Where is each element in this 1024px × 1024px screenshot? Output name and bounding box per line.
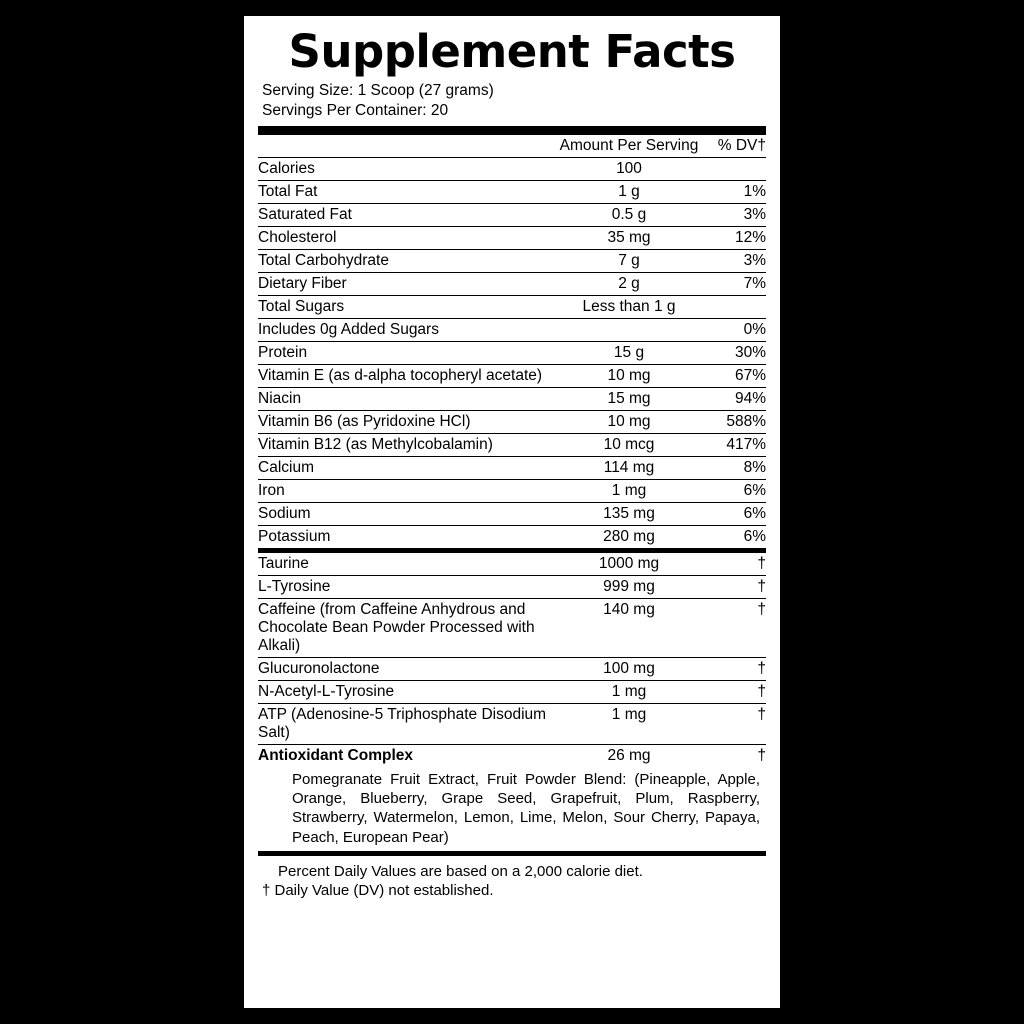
table-row: [258, 457, 766, 480]
nutrient-daily-value: 6%: [704, 503, 766, 526]
nutrient-daily-value: [704, 296, 766, 319]
table-row: [258, 480, 766, 503]
nutrient-name: Niacin: [258, 388, 554, 411]
nutrient-daily-value: 12%: [704, 227, 766, 250]
nutrient-amount: 280 mg: [603, 528, 655, 545]
table-row: [258, 365, 766, 388]
nutrient-name: Saturated Fat: [258, 204, 554, 227]
nutrient-amount: 999 mg: [554, 576, 704, 599]
nutrient-amount: 0.5 g: [554, 204, 704, 227]
nutrient-name: Dietary Fiber: [258, 273, 554, 296]
other-ingredients-line: [248, 926, 776, 984]
nutrient-daily-value: 3%: [704, 250, 766, 273]
footnote-daily-values: Percent Daily Values are based on a 2,000 calorie diet.: [278, 862, 643, 880]
nutrient-rows-primary: [258, 158, 766, 549]
table-row: [258, 342, 766, 365]
nutrient-daily-value: †: [704, 553, 766, 576]
nutrient-amount: 1 mg: [554, 480, 704, 503]
contains-label: CONTAINS:: [248, 986, 328, 1003]
other-ingredients-text: Whey Protein Concentrate, Whey Protein Isolate, Carob Pods Powder, Guar Gum Powder, Artificial Flavor, Sodium Chloride, Xanthan Gum Powder, Sucralose, Pink Himalayan Sea Salt, Acesulfame Potassium.: [248, 927, 744, 982]
nutrient-amount: 100: [554, 158, 704, 181]
table-row: [258, 526, 766, 549]
nutrient-daily-value: 7%: [704, 273, 766, 296]
serving-size: Serving Size: 1 Scoop (27 grams): [262, 82, 494, 100]
nutrient-table: [258, 135, 766, 548]
other-ingredients-label: Other Ingredients:: [248, 927, 375, 943]
table-row: [258, 204, 766, 227]
header-percent-dv: % DV†: [704, 135, 766, 158]
table-header-row: [258, 135, 766, 158]
table-row: [258, 227, 766, 250]
nutrient-amount: 100 mg: [554, 658, 704, 681]
nutrient-amount: 135 mg: [554, 503, 704, 526]
nutrient-amount: 35 mg: [554, 227, 704, 250]
table-row: [258, 181, 766, 204]
table-row: [258, 599, 766, 658]
nutrient-daily-value: †: [704, 681, 766, 704]
nutrient-rows-secondary: [258, 553, 766, 767]
footnotes: [258, 856, 766, 901]
nutrient-name: ATP (Adenosine-5 Triphosphate Disodium Salt): [258, 704, 554, 745]
nutrient-amount: 10 mcg: [554, 434, 704, 457]
table-row: [258, 273, 766, 296]
nutrient-amount: Less than 1 g: [554, 296, 704, 319]
nutrient-daily-value: †: [704, 658, 766, 681]
nutrient-name: Iron: [258, 480, 554, 503]
table-row: [258, 681, 766, 704]
nutrient-amount: 15 g: [554, 342, 704, 365]
table-row: [258, 704, 766, 745]
nutrient-amount: 140 mg: [554, 599, 704, 658]
nutrient-daily-value: 3%: [704, 204, 766, 227]
nutrient-amount: 15 mg: [554, 388, 704, 411]
nutrient-daily-value: 67%: [704, 365, 766, 388]
table-row: [258, 434, 766, 457]
nutrient-name: Taurine: [258, 553, 554, 576]
nutrient-amount: [554, 319, 704, 342]
servings-per-container: Servings Per Container: 20: [262, 101, 449, 119]
nutrient-name: Calories: [258, 158, 554, 181]
table-row: [258, 158, 766, 181]
table-row: [258, 553, 766, 576]
nutrient-daily-value: 1%: [704, 181, 766, 204]
table-row: [258, 745, 766, 768]
nutrient-name: Sodium: [258, 503, 554, 526]
nutrient-daily-value: †: [757, 747, 766, 764]
contains-line: [248, 986, 776, 1005]
nutrient-amount: 2 g: [554, 273, 704, 296]
antioxidant-blend-description: Pomegranate Fruit Extract, Fruit Powder Blend: (Pineapple, Apple, Orange, Blueberry, Grape Seed, Grapefruit, Plum, Raspberry, Strawberry, Watermelon, Lemon, Lime, Melon, Sour Cherry, Papaya, Peach, European Pear): [292, 771, 760, 846]
table-row: [258, 503, 766, 526]
nutrient-amount: 114 mg: [554, 457, 704, 480]
nutrient-name: Antioxidant Complex: [258, 747, 414, 764]
nutrient-name: Total Carbohydrate: [258, 250, 554, 273]
table-row: [258, 658, 766, 681]
nutrient-name: Vitamin B6 (as Pyridoxine HCl): [258, 411, 554, 434]
serving-info: [258, 81, 766, 120]
nutrient-name: L-Tyrosine: [258, 576, 554, 599]
footnote-dv-not-established: † Daily Value (DV) not established.: [262, 882, 494, 900]
divider-thick-top: [258, 126, 766, 135]
nutrient-name: Vitamin B12 (as Methylcobalamin): [258, 434, 554, 457]
nutrient-daily-value: 6%: [743, 528, 766, 545]
nutrient-amount: 10 mg: [554, 365, 704, 388]
nutrient-name: Total Fat: [258, 181, 554, 204]
nutrient-name: Protein: [258, 342, 554, 365]
header-amount-per-serving: Amount Per Serving: [554, 135, 704, 158]
nutrient-daily-value: 8%: [704, 457, 766, 480]
nutrient-name: Glucuronolactone: [258, 658, 554, 681]
nutrient-daily-value: 417%: [704, 434, 766, 457]
nutrient-daily-value: †: [704, 576, 766, 599]
contains-text: MILK.: [328, 986, 371, 1003]
nutrient-daily-value: 6%: [704, 480, 766, 503]
nutrient-name: Caffeine (from Caffeine Anhydrous and Chocolate Bean Powder Processed with Alkali): [258, 599, 554, 658]
nutrient-daily-value: †: [704, 599, 766, 658]
nutrient-daily-value: 30%: [704, 342, 766, 365]
table-row: [258, 388, 766, 411]
supplement-facts-panel: [244, 16, 780, 1008]
nutrient-amount: 26 mg: [607, 747, 651, 764]
nutrient-name: Includes 0g Added Sugars: [258, 319, 554, 342]
table-row: [258, 411, 766, 434]
table-row: [258, 319, 766, 342]
header-blank: [258, 135, 554, 158]
other-ingredients-block: [244, 926, 780, 1005]
blend-table: [258, 553, 766, 767]
nutrient-amount: 10 mg: [554, 411, 704, 434]
nutrient-daily-value: [704, 158, 766, 181]
nutrient-amount: 1 mg: [554, 681, 704, 704]
nutrient-amount: 1 mg: [554, 704, 704, 745]
nutrient-amount: 7 g: [554, 250, 704, 273]
nutrient-name: Vitamin E (as d-alpha tocopheryl acetate): [258, 365, 554, 388]
table-row: [258, 296, 766, 319]
nutrient-amount: 1 g: [554, 181, 704, 204]
table-row: [258, 576, 766, 599]
nutrient-daily-value: 0%: [704, 319, 766, 342]
nutrient-name: N-Acetyl-L-Tyrosine: [258, 681, 554, 704]
nutrient-daily-value: 94%: [704, 388, 766, 411]
nutrient-amount: 1000 mg: [554, 553, 704, 576]
nutrient-name: Cholesterol: [258, 227, 554, 250]
nutrient-name: Potassium: [258, 528, 331, 545]
page-title: Supplement Facts: [288, 25, 736, 78]
nutrient-name: Total Sugars: [258, 296, 554, 319]
table-row: [258, 250, 766, 273]
nutrient-daily-value: †: [704, 704, 766, 745]
nutrient-daily-value: 588%: [704, 411, 766, 434]
nutrient-name: Calcium: [258, 457, 554, 480]
